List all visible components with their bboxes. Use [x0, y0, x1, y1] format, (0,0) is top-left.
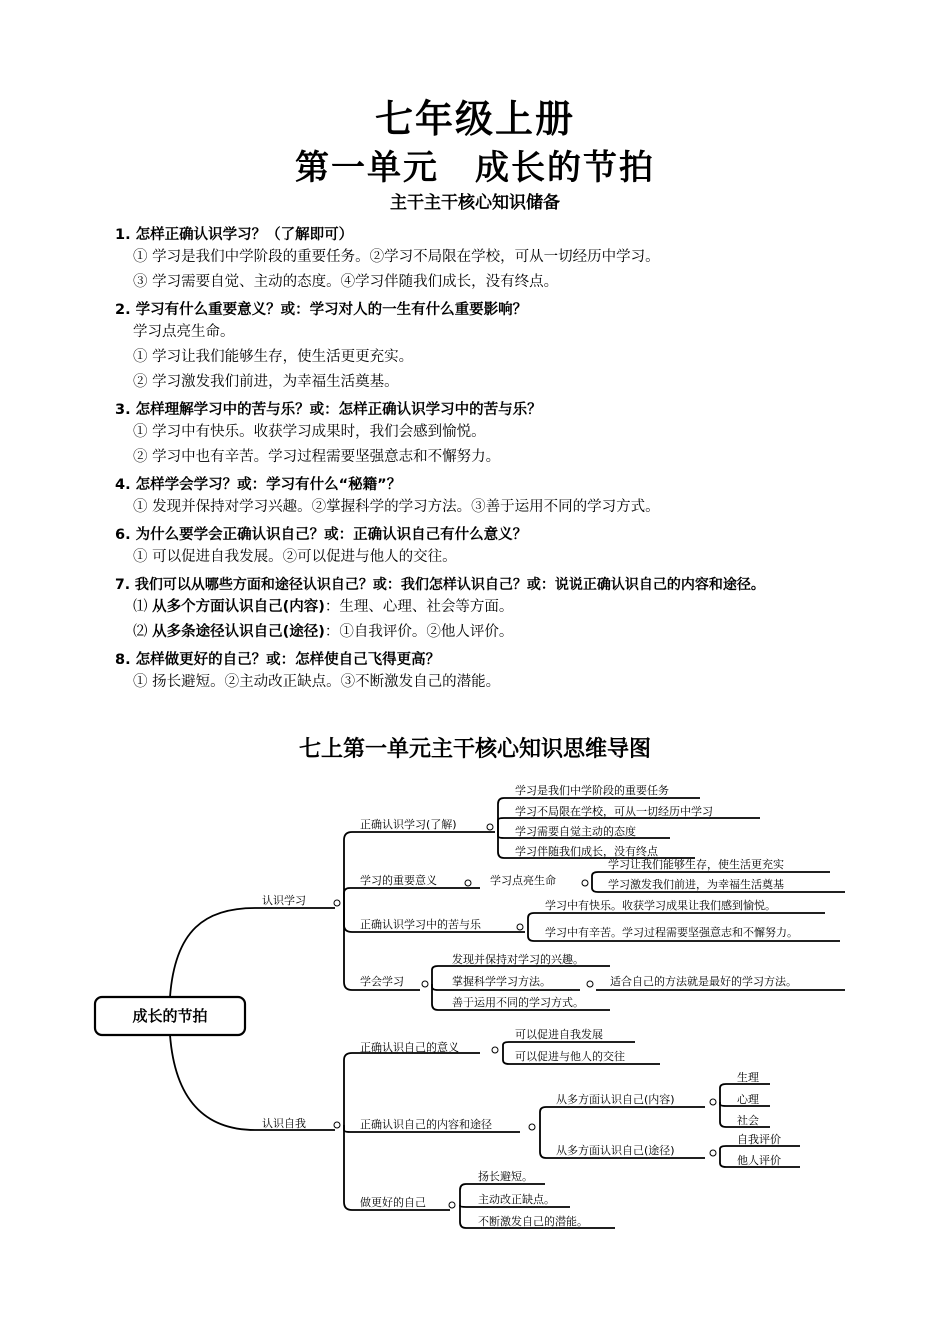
answer-line: ⑵ 从多条途径认识自己(途径)：①自我评价。②他人评价。: [133, 624, 514, 640]
node-self-better: 做更好的自己: [360, 1196, 426, 1209]
map-item: 他人评价: [737, 1154, 781, 1167]
question-6: 6. 为什么要学会正确认识自己？或：正确认识自己有什么意义？: [115, 527, 528, 543]
map-item: 学习不局限在学校，可从一切经历中学习: [515, 805, 713, 818]
mindmap-root: 成长的节拍: [132, 1007, 208, 1025]
branch-learning: 认识学习: [262, 894, 306, 907]
map-item: 学习让我们能够生存，使生活更充实: [608, 858, 784, 871]
map-item: 学习需要自觉主动的态度: [515, 825, 636, 838]
map-item: 学习中有辛苦。学习过程需要坚强意志和不懈努力。: [545, 926, 798, 939]
map-item: 主动改正缺点。: [478, 1193, 555, 1206]
map-item: 学习伴随我们成长，没有终点: [515, 845, 658, 858]
node-self-content: 正确认识自己的内容和途径: [360, 1118, 492, 1131]
map-item: 掌握科学学习方法。: [452, 975, 551, 988]
node-self-ways: 从多方面认识自己(途径): [556, 1144, 675, 1157]
answer-line: ① 发现并保持对学习兴趣。②掌握科学的学习方法。③善于运用不同的学习方式。: [133, 499, 660, 515]
answer-line: ① 学习是我们中学阶段的重要任务。②学习不局限在学校，可从一切经历中学习。: [133, 249, 660, 265]
answer-line: ① 可以促进自我发展。②可以促进与他人的交往。: [133, 549, 457, 565]
question-1: 1. 怎样正确认识学习？（了解即可）: [115, 227, 354, 243]
answer-line: ① 学习中有快乐。收获学习成果时，我们会感到愉悦。: [133, 424, 486, 440]
qa-list: [115, 220, 915, 695]
section-subtitle: 主干主干核心知识储备: [390, 193, 560, 213]
map-item: 善于运用不同的学习方式。: [452, 996, 584, 1009]
page-title: 七年级上册: [374, 97, 575, 141]
map-item: 学习是我们中学阶段的重要任务: [515, 784, 669, 797]
node-learn-light: 学习点亮生命: [490, 874, 556, 887]
node-self-aspects: 从多方面认识自己(内容): [556, 1093, 675, 1106]
question-3: 3. 怎样理解学习中的苦与乐？或：怎样正确认识学习中的苦与乐？: [115, 402, 542, 418]
unit-title: 第一单元 成长的节拍: [295, 148, 655, 188]
map-item: 发现并保持对学习的兴趣。: [452, 953, 584, 966]
map-item: 可以促进自我发展: [515, 1028, 603, 1041]
question-8: 8. 怎样做更好的自己？或：怎样使自己飞得更高？: [115, 652, 441, 668]
mindmap-title: 七上第一单元主干核心知识思维导图: [298, 737, 651, 762]
map-item: 社会: [737, 1114, 759, 1127]
answer-line: ① 扬长避短。②主动改正缺点。③不断激发自己的潜能。: [133, 674, 501, 690]
answer-line: ② 学习中也有辛苦。学习过程需要坚强意志和不懈努力。: [133, 449, 501, 465]
answer-line: ③ 学习需要自觉、主动的态度。④学习伴随我们成长，没有终点。: [133, 274, 559, 290]
branch-self: 认识自我: [262, 1117, 306, 1130]
question-4: 4. 怎样学会学习？或：学习有什么“秘籍”？: [115, 477, 402, 493]
map-item: 扬长避短。: [478, 1170, 533, 1183]
answer-line: ② 学习激发我们前进，为幸福生活奠基。: [133, 374, 399, 390]
mindmap-diagram: [0, 770, 950, 1250]
answer-line: ⑴ 从多个方面认识自己(内容)：生理、心理、社会等方面。: [133, 599, 514, 615]
question-2: 2. 学习有什么重要意义？或：学习对人的一生有什么重要影响？: [115, 302, 528, 318]
map-item: 学习中有快乐。收获学习成果让我们感到愉悦。: [545, 899, 776, 912]
node-learn-meaning: 学习的重要意义: [360, 874, 437, 887]
map-item: 学习激发我们前进，为幸福生活奠基: [608, 878, 784, 891]
map-item: 适合自己的方法就是最好的学习方法。: [610, 975, 797, 988]
answer-line: ① 学习让我们能够生存，使生活更更充实。: [133, 349, 414, 365]
answer-line: 学习点亮生命。: [133, 324, 235, 340]
node-learn-how: 学会学习: [360, 975, 404, 988]
node-learn-correct: 正确认识学习(了解): [360, 818, 457, 831]
map-item: 自我评价: [737, 1133, 781, 1146]
map-item: 可以促进与他人的交往: [515, 1050, 625, 1063]
node-self-meaning: 正确认识自己的意义: [360, 1041, 459, 1054]
map-item: 生理: [737, 1071, 759, 1084]
map-item: 心理: [737, 1093, 759, 1106]
node-learn-joy: 正确认识学习中的苦与乐: [360, 918, 481, 931]
map-item: 不断激发自己的潜能。: [478, 1215, 588, 1228]
question-7: 7. 我们可以从哪些方面和途径认识自己？或：我们怎样认识自己？或：说说正确认识自己的内容和途径。: [115, 577, 765, 593]
